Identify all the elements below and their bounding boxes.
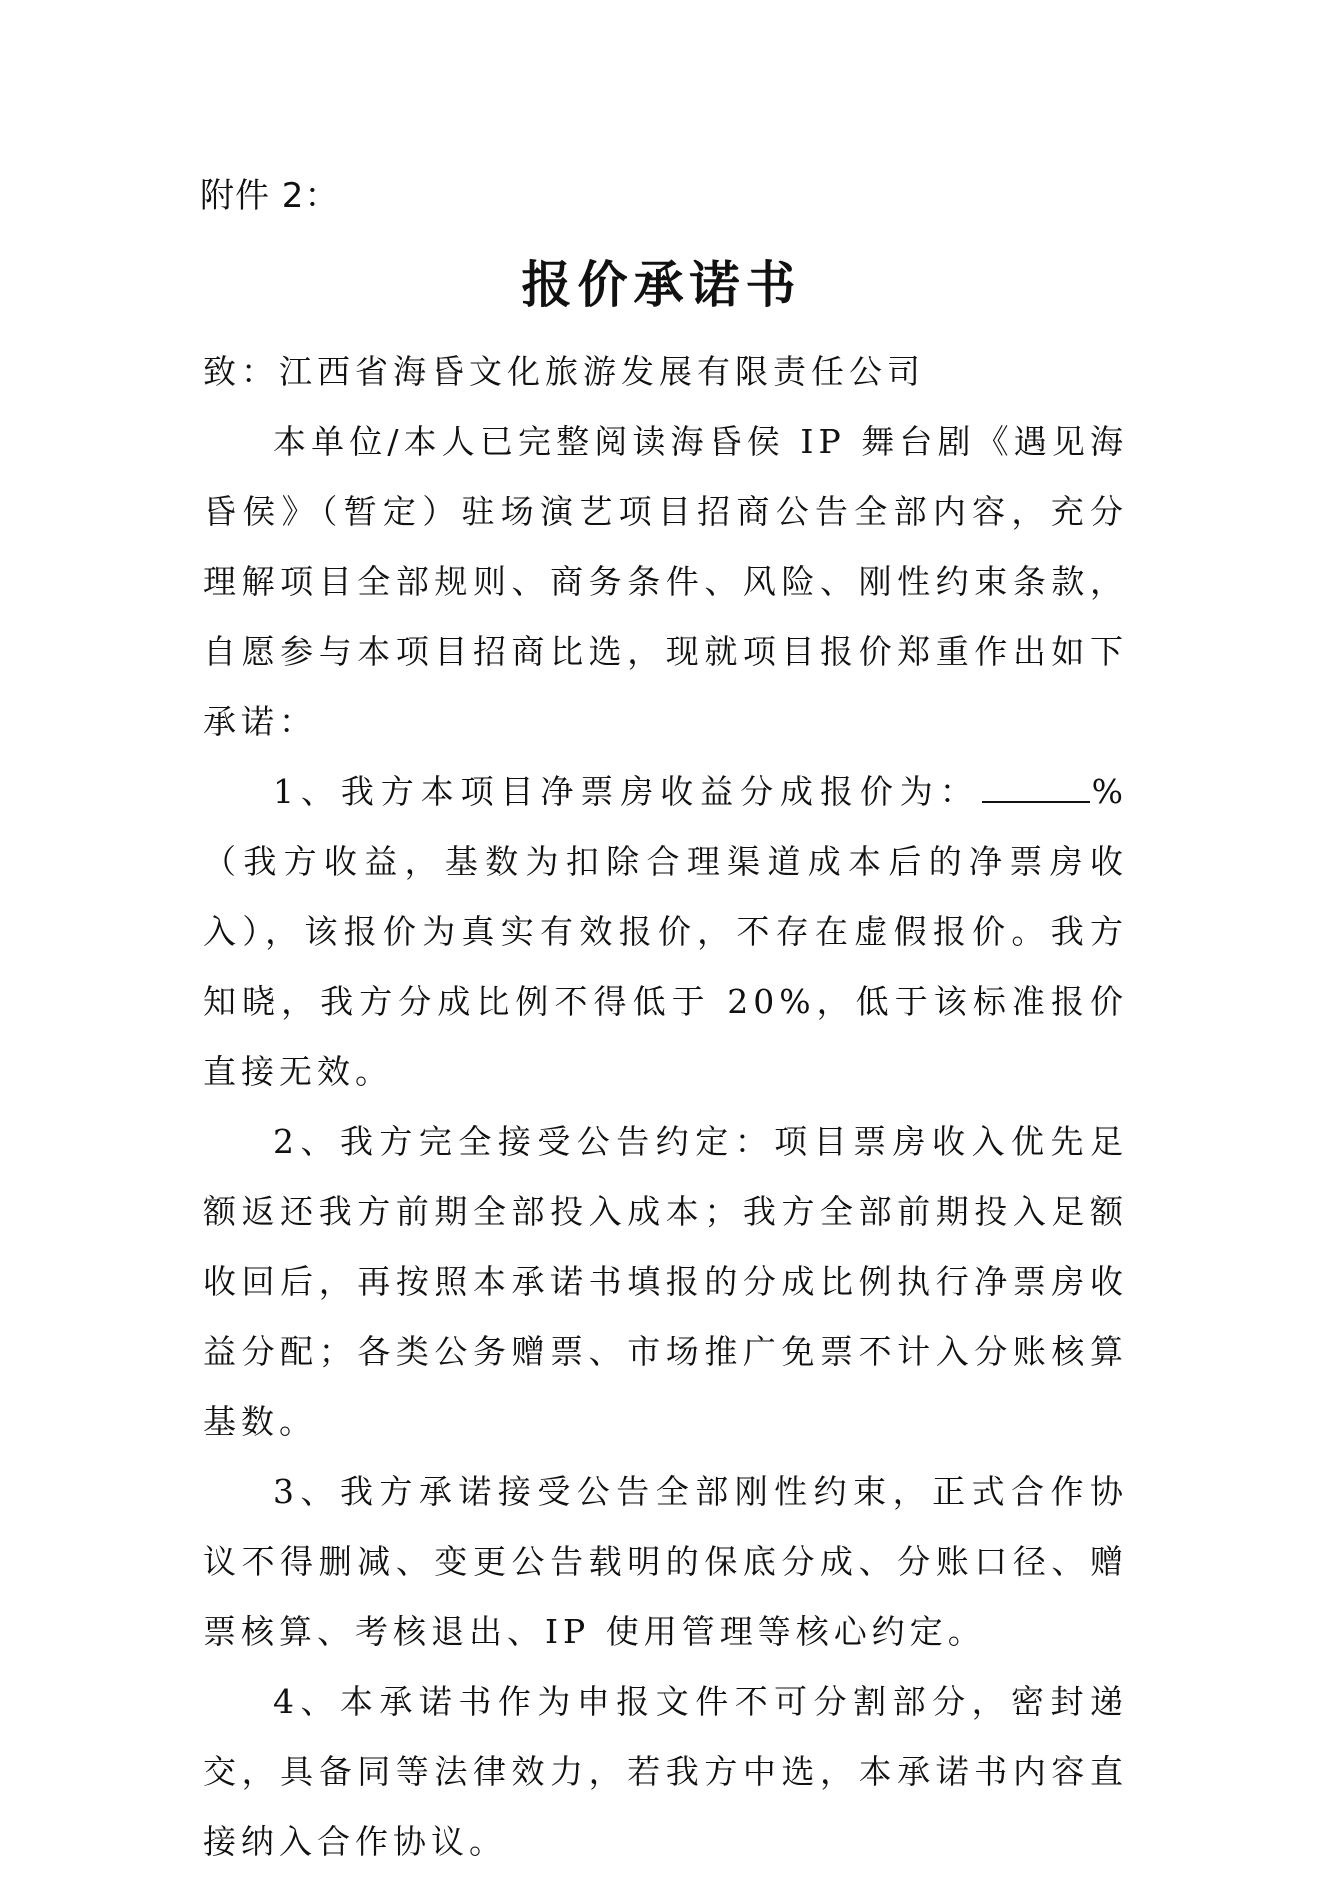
- intro-paragraph: 本单位/本人已完整阅读海昏侯 IP 舞台剧《遇见海昏侯》（暂定）驻场演艺项目招商公告全部内容，充分理解项目全部规则、商务条件、风险、刚性约束条款，自愿参与本项目招商比选，现就项目报价郑重作出如下承诺：: [203, 422, 1128, 741]
- commitment-item-3: 3、我方承诺接受公告全部刚性约束，正式合作协议不得删减、变更公告载明的保底分成、分账口径、赠票核算、考核退出、IP 使用管理等核心约定。: [203, 1472, 1128, 1651]
- document-title: 报价承诺书: [521, 256, 802, 314]
- percentage-fill-blank[interactable]: [982, 771, 1090, 803]
- commitment-item-1: [203, 757, 1128, 1107]
- commitment-item-2: 2、我方完全接受公告约定：项目票房收入优先足额返还我方前期全部投入成本；我方全部前期投入足额收回后，再按照本承诺书填报的分成比例执行净票房收益分配；各类公务赠票、市场推广免票不计入分账核算基数。: [203, 1122, 1128, 1441]
- addressee-line: 致：江西省海昏文化旅游发展有限责任公司: [203, 352, 925, 391]
- attachment-label: 附件 2：: [200, 176, 340, 216]
- item-1-text-before-blank: 1、我方本项目净票房收益分成报价为：: [273, 772, 980, 811]
- item-1-text-after-blank: %（我方收益，基数为扣除合理渠道成本后的净票房收入），该报价为真实有效报价，不存在虚假报价。我方知晓，我方分成比例不得低于 20%，低于该标准报价直接无效。: [203, 772, 1128, 1091]
- commitment-item-4: 4、本承诺书作为申报文件不可分割部分，密封递交，具备同等法律效力，若我方中选，本承诺书内容直接纳入合作协议。: [203, 1682, 1128, 1861]
- document-body: [203, 337, 1128, 1877]
